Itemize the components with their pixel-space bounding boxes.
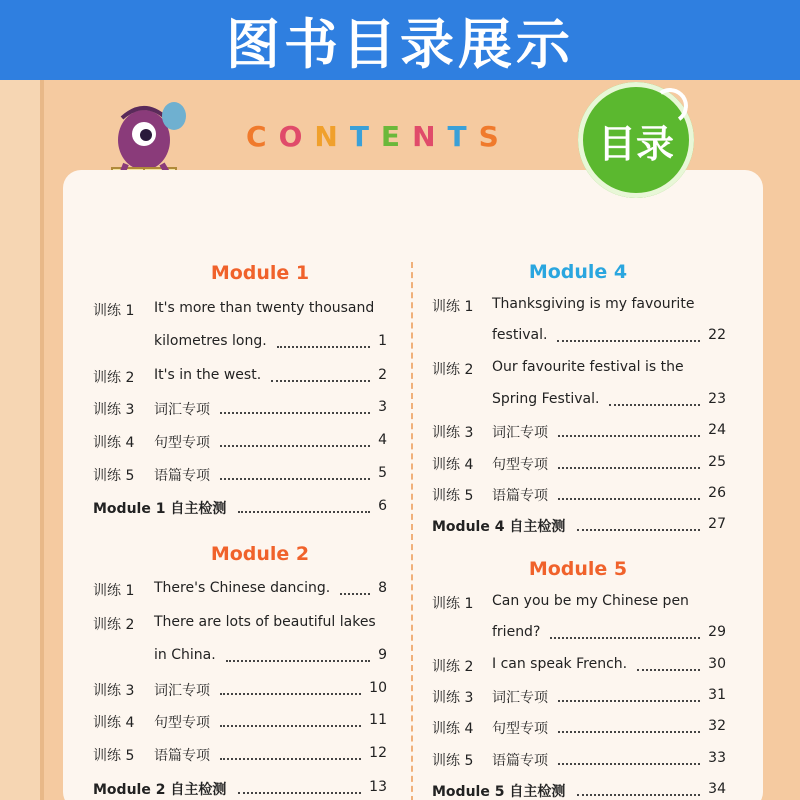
entry-number: 训练 3: [432, 425, 474, 441]
entry-number: 训练 5: [93, 748, 135, 764]
module-title: Module 4: [528, 261, 628, 283]
entry-page: 8: [378, 580, 387, 596]
module-test-page: 34: [708, 781, 726, 797]
contents-letter: O: [278, 120, 315, 153]
entry-title: 语篇专项: [154, 468, 210, 484]
entry-title: Spring Festival.: [492, 391, 600, 407]
leader-dots: [558, 427, 700, 437]
entry-title: Thanksgiving is my favourite: [492, 296, 695, 312]
entry-number: 训练 1: [432, 596, 474, 612]
leader-dots: [637, 661, 700, 671]
leader-dots: [220, 750, 361, 760]
leader-dots: [220, 717, 361, 727]
entry-page: 22: [708, 327, 726, 343]
entry-page: 33: [708, 750, 726, 766]
entry-title: 句型专项: [492, 721, 548, 737]
entry-number: 训练 5: [432, 488, 474, 504]
entry-number: 训练 4: [93, 435, 135, 451]
module-test-label: Module 2 自主检测: [93, 782, 227, 798]
entry-page: 29: [708, 624, 726, 640]
entry-number: 训练 1: [93, 583, 135, 599]
contents-letter: N: [412, 120, 448, 153]
entry-number: 训练 2: [432, 362, 474, 378]
entry-title: festival.: [492, 327, 548, 343]
page-edge: [40, 80, 44, 800]
contents-letter: E: [380, 120, 413, 153]
module-test-label: Module 5 自主检测: [432, 784, 566, 800]
leader-dots: [271, 372, 370, 382]
entry-page: 23: [708, 391, 726, 407]
banner-title: 图书目录展示: [226, 12, 574, 76]
leader-dots: [220, 470, 370, 480]
leader-dots: [577, 521, 700, 531]
entry-page: 31: [708, 687, 726, 703]
module-test-page: 13: [369, 779, 387, 795]
entry-page: 10: [369, 680, 387, 696]
badge-label: 目录: [597, 121, 674, 166]
leader-dots: [558, 692, 700, 702]
entry-number: 训练 1: [432, 299, 474, 315]
entry-page: 11: [369, 712, 387, 728]
module-test-page: 6: [378, 498, 387, 514]
entry-title: 词汇专项: [154, 683, 210, 699]
entry-title: 语篇专项: [492, 488, 548, 504]
module-title: Module 1: [210, 262, 310, 284]
entry-title: 句型专项: [154, 715, 210, 731]
entry-title: 句型专项: [492, 457, 548, 473]
entry-number: 训练 3: [432, 690, 474, 706]
leader-dots: [220, 437, 370, 447]
module-title: Module 2: [210, 543, 310, 565]
module-test-label: Module 4 自主检测: [432, 519, 566, 535]
entry-page: 25: [708, 454, 726, 470]
leader-dots: [550, 629, 700, 639]
module-test-label: Module 1 自主检测: [93, 501, 227, 517]
contents-heading: [246, 120, 511, 153]
leader-dots: [558, 755, 700, 765]
entry-number: 训练 1: [93, 303, 135, 319]
leader-dots: [238, 503, 370, 513]
entry-number: 训练 5: [432, 753, 474, 769]
entry-page: 24: [708, 422, 726, 438]
entry-title: 词汇专项: [492, 690, 548, 706]
contents-letter: C: [246, 120, 279, 153]
leader-dots: [277, 338, 370, 348]
entry-title: 语篇专项: [154, 748, 210, 764]
leader-dots: [220, 404, 370, 414]
entry-page: 1: [378, 333, 387, 349]
contents-letter: T: [447, 120, 479, 153]
entry-title: kilometres long.: [154, 333, 267, 349]
entry-title: There's Chinese dancing.: [154, 580, 331, 596]
entry-title: 词汇专项: [492, 425, 548, 441]
entry-page: 26: [708, 485, 726, 501]
module-title: Module 5: [528, 558, 628, 580]
leader-dots: [609, 396, 700, 406]
entry-number: 训练 4: [432, 721, 474, 737]
top-banner: [0, 0, 800, 80]
module-test-page: 27: [708, 516, 726, 532]
entry-page: 9: [378, 647, 387, 663]
leader-dots: [558, 490, 700, 500]
entry-number: 训练 3: [93, 683, 135, 699]
contents-letter: N: [314, 120, 350, 153]
entry-title: Can you be my Chinese pen: [492, 593, 689, 609]
entry-title: in China.: [154, 647, 216, 663]
entry-title: I can speak French.: [492, 656, 628, 672]
entry-number: 训练 4: [93, 715, 135, 731]
entry-number: 训练 2: [93, 617, 135, 633]
leader-dots: [558, 723, 700, 733]
entry-number: 训练 3: [93, 402, 135, 418]
entry-title: Our favourite festival is the: [492, 359, 684, 375]
entry-number: 训练 2: [93, 370, 135, 386]
leader-dots: [340, 585, 370, 595]
entry-title: friend?: [492, 624, 541, 640]
entry-page: 12: [369, 745, 387, 761]
leader-dots: [577, 786, 700, 796]
entry-page: 30: [708, 656, 726, 672]
entry-page: 2: [378, 367, 387, 383]
entry-page: 32: [708, 718, 726, 734]
entry-page: 5: [378, 465, 387, 481]
leader-dots: [557, 332, 700, 342]
contents-letter: S: [478, 120, 511, 153]
entry-number: 训练 4: [432, 457, 474, 473]
column-divider: [411, 262, 413, 800]
entry-page: 4: [378, 432, 387, 448]
entry-title: It's more than twenty thousand: [154, 300, 375, 316]
entry-number: 训练 2: [432, 659, 474, 675]
entry-title: It's in the west.: [154, 367, 262, 383]
leader-dots: [220, 685, 361, 695]
leader-dots: [226, 652, 370, 662]
entry-title: 语篇专项: [492, 753, 548, 769]
entry-title: There are lots of beautiful lakes: [154, 614, 376, 630]
entry-title: 词汇专项: [154, 402, 210, 418]
entry-title: 句型专项: [154, 435, 210, 451]
leader-dots: [558, 459, 700, 469]
entry-page: 3: [378, 399, 387, 415]
entry-number: 训练 5: [93, 468, 135, 484]
contents-letter: T: [349, 120, 381, 153]
leader-dots: [238, 784, 361, 794]
